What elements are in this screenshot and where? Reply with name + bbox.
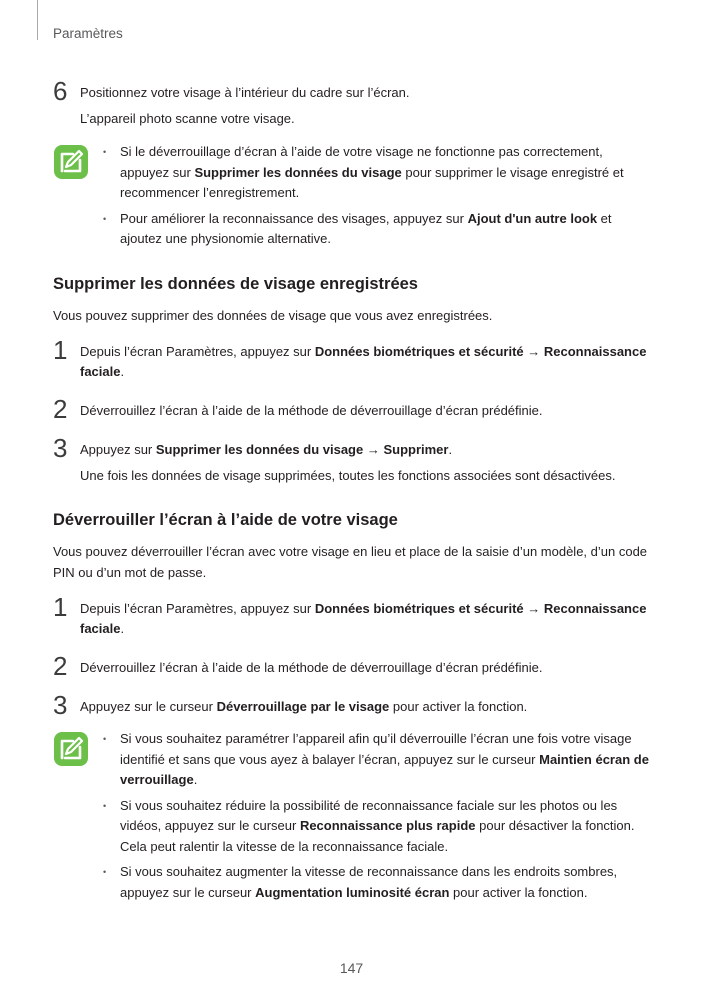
step-number: 2 [53, 394, 68, 424]
note-item: • Pour améliorer la reconnaissance des visages, appuyez sur Ajout d'un autre look et ajoutez une physionomie alternative. [101, 209, 653, 250]
step-text: Appuyez sur Supprimer les données du visage → Supprimer. [80, 442, 453, 457]
note-item: • Si vous souhaitez réduire la possibilité de reconnaissance faciale sur les photos ou les vidéos, appuyez sur le curseur Reconnaissance plus rapide pour désactiver la fonction. Cela peut ralentir la vitesse de la reconnaissance faciale. [101, 796, 653, 858]
step-subtext: L’appareil photo scanne votre visage. [80, 111, 295, 126]
corner-rule [37, 0, 38, 40]
step-text: Déverrouillez l’écran à l’aide de la méthode de déverrouillage d’écran prédéfinie. [80, 660, 543, 675]
note-item: • Si vous souhaitez paramétrer l’appareil afin qu’il déverrouille l’écran une fois votre visage identifié et sans que vous ayez à balayer l’écran, appuyez sur le curseur Maintien écran de verrouillage. [101, 729, 653, 791]
step-item [53, 394, 653, 424]
section-heading: Déverrouiller l’écran à l’aide de votre visage [53, 511, 398, 529]
step-number: 2 [53, 651, 68, 681]
step-text: Appuyez sur le curseur Déverrouillage par le visage pour activer la fonction. [80, 699, 528, 714]
step-item [53, 690, 653, 720]
step-item [53, 651, 653, 681]
step-subtext: Une fois les données de visage supprimées, toutes les fonctions associées sont désactivées. [80, 468, 616, 483]
note-pencil-icon [53, 144, 89, 180]
section-heading: Supprimer les données de visage enregistrées [53, 274, 418, 293]
note-list [101, 142, 653, 250]
section-intro: Vous pouvez supprimer des données de visage que vous avez enregistrées. [53, 307, 493, 323]
step-item [53, 592, 653, 639]
step-item [53, 335, 653, 382]
section-label: Paramètres [53, 26, 123, 41]
step-text: Déverrouillez l’écran à l’aide de la méthode de déverrouillage d’écran prédéfinie. [80, 403, 543, 418]
note-list [101, 729, 653, 903]
step-text: Depuis l’écran Paramètres, appuyez sur Données biométriques et sécurité → Reconnaissance faciale. [80, 601, 647, 636]
step-number: 1 [53, 335, 68, 365]
note-pencil-icon [53, 731, 89, 767]
note-item: • Si vous souhaitez augmenter la vitesse de reconnaissance dans les endroits sombres, appuyez sur le curseur Augmentation luminosité écran pour activer la fonction. [101, 862, 653, 903]
step-number: 3 [53, 690, 68, 720]
section-intro: Vous pouvez déverrouiller l’écran avec votre visage en lieu et place de la saisie d’un modèle, d’un code PIN ou d’un mot de passe. [53, 544, 648, 580]
note-box [53, 729, 653, 903]
note-box [53, 142, 653, 250]
intro-step [53, 76, 653, 129]
note-item: • Si le déverrouillage d’écran à l’aide de votre visage ne fonctionne pas correctement, appuyez sur Supprimer les données du visage pour supprimer le visage enregistré et recommencer l’enregistrement. [101, 142, 653, 204]
step-item [53, 433, 653, 486]
page-content [53, 78, 653, 908]
step-number: 6 [53, 76, 68, 106]
step-number: 1 [53, 592, 68, 622]
step-text: Positionnez votre visage à l’intérieur du cadre sur l’écran. [80, 85, 410, 100]
page-number: 147 [339, 960, 364, 976]
step-number: 3 [53, 433, 68, 463]
step-text: Depuis l’écran Paramètres, appuyez sur Données biométriques et sécurité → Reconnaissance faciale. [80, 344, 647, 379]
